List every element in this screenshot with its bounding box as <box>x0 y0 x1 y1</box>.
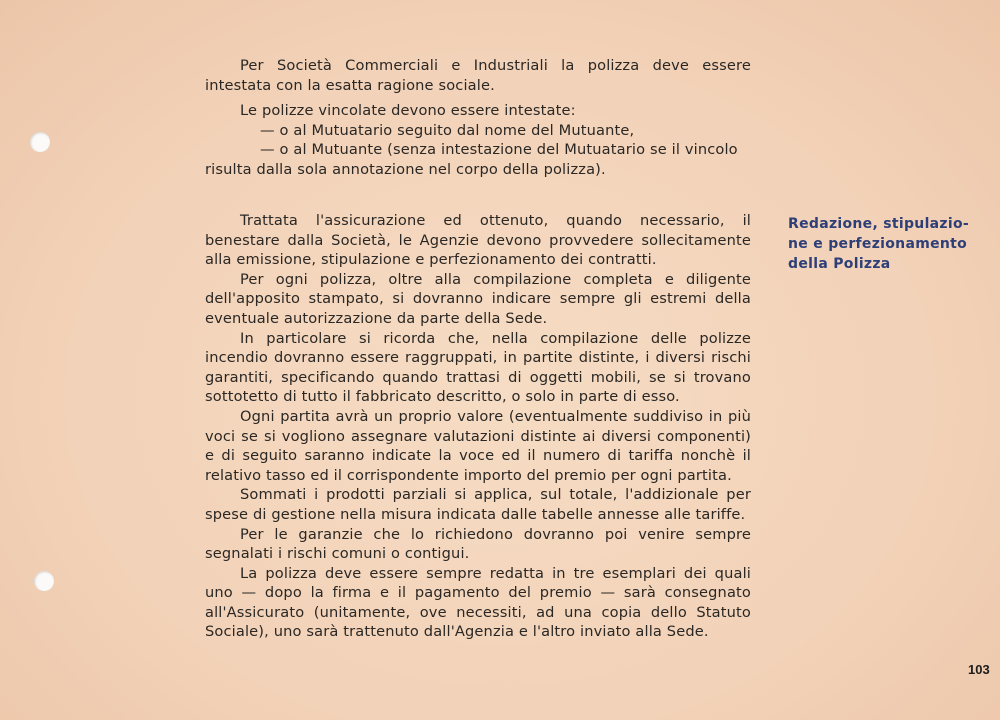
list-item-mutuante: — o al Mutuante (senza intestazione del Mutuatario se il vincolo <box>260 141 738 159</box>
section-heading-line-3: della Polizza <box>788 256 891 272</box>
list-item-mutuante-continuation: risulta dalla sola annotazione nel corpo della polizza). <box>205 160 606 178</box>
paragraph-in-particolare: In particolare si ricorda che, nella compilazione delle polizze incendio dovranno essere raggruppati, in partite distinte, i diversi rischi garantiti, specificando quando trattasi di oggetti mobili, se si trovano sottotetto di tutto il fabbricato descritto, o solo in parte di esso. <box>205 329 751 406</box>
binder-hole-top <box>30 132 50 152</box>
section-heading-line-1: Redazione, stipulazio- <box>788 216 969 232</box>
intro-section <box>205 56 751 180</box>
list-item-mutuatario: — o al Mutuatario seguito dal nome del Mutuante, <box>260 121 635 139</box>
paragraph-sommati: Sommati i prodotti parziali si applica, sul totale, l'addizionale per spese di gestione nella misura indicata dalle tabelle annesse alle tariffe. <box>205 486 751 523</box>
paragraph-garanzie: Per le garanzie che lo richiedono dovranno poi venire sempre segnalati i rischi comuni o contigui. <box>205 525 751 563</box>
page-number: 103 <box>968 662 990 677</box>
section-heading-line-2: ne e perfezionamento <box>788 236 968 252</box>
paragraph-esemplari: La polizza deve essere sempre redatta in tre esemplari dei quali uno — dopo la firma e il pagamento del premio — sarà consegnato all'Assicurato (unitamente, ove necessiti, ad una copia dello Statuto Sociale), uno sarà trattenuto dall'Agenzia e l'altro inviato alla Sede. <box>205 564 751 641</box>
paragraph-societa-intestazione: Per Società Commerciali e Industriali la polizza deve essere intestata con la esatta ragione sociale. <box>205 57 751 94</box>
paragraph-per-ogni-polizza: Per ogni polizza, oltre alla compilazione completa e diligente dell'apposito stampato, si dovranno indicare sempre gli estremi della eventuale autorizzazione da parte della Sede. <box>205 270 751 327</box>
binder-hole-bottom <box>34 571 54 591</box>
paragraph-trattata: Trattata l'assicurazione ed ottenuto, quando necessario, il benestare dalla Società, le Agenzie devono provvedere sollecitamente alla emissione, stipulazione e perfezionamento dei contratti. <box>205 212 751 269</box>
paragraph-ogni-partita: Ogni partita avrà un proprio valore (eventualmente suddiviso in più voci se si vogliono assegnare valutazioni distinte ai diversi componenti) e di seguito saranno indicate la voce ed il numero di tariffa nonchè il relativo tasso ed il corrispondente importo del premio per ogni partita. <box>205 407 751 484</box>
main-section <box>205 211 751 642</box>
paragraph-polizze-vincolate: Le polizze vincolate devono essere intestate: <box>240 102 576 120</box>
section-heading <box>788 214 988 274</box>
